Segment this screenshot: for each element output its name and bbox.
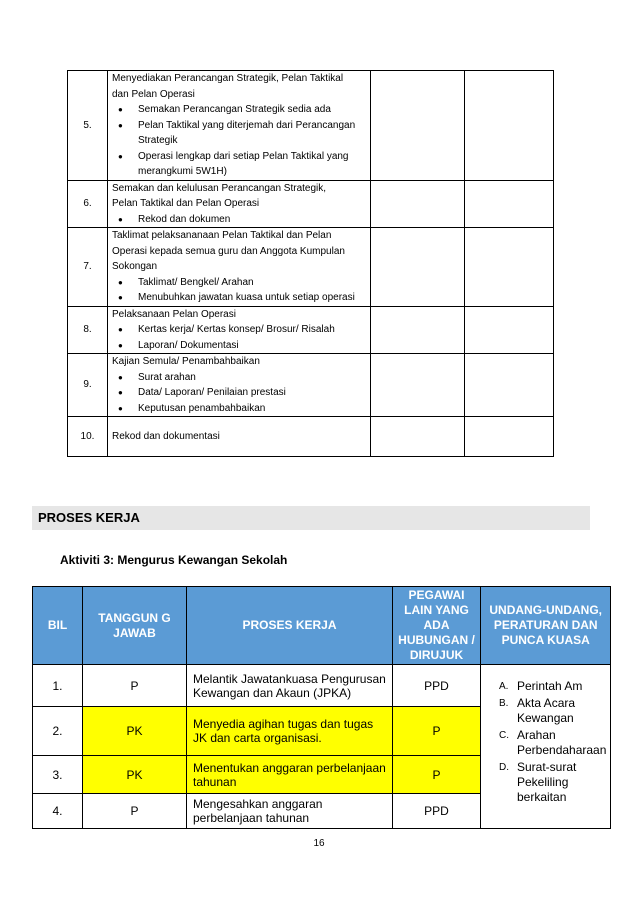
row-description [108, 180, 371, 228]
empty-cell [465, 180, 554, 228]
header-row [33, 587, 611, 665]
row-number: 10. [68, 417, 108, 457]
section-header [32, 506, 590, 530]
empty-cell [465, 417, 554, 457]
reference-cell [481, 665, 611, 829]
table-row [68, 180, 554, 228]
list-item: ● Kertas kerja/ Kertas konsep/ Brosur/ Risalah [112, 322, 370, 338]
description-line: dan Pelan Operasi [112, 88, 195, 100]
header-bil: BIL [33, 587, 83, 665]
description-line: Operasi kepada semua guru dan Anggota Kumpulan [112, 245, 345, 257]
bil-cell: 4. [33, 794, 83, 829]
bil-cell: 1. [33, 665, 83, 707]
list-item: ● Data/ Laporan/ Penilaian prestasi [112, 385, 370, 401]
list-item: ● Laporan/ Dokumentasi [112, 338, 370, 354]
description-line: Menyediakan Perancangan Strategik, Pelan Taktikal [112, 73, 344, 84]
empty-cell [371, 306, 465, 354]
responsibility-cell: P [83, 794, 187, 829]
description-line: Rekod dan dokumentasi [112, 430, 220, 442]
process-cell: Menentukan anggaran perbelanjaan tahunan [187, 756, 393, 794]
process-cell: Menyedia agihan tugas dan tugas JK dan carta organisasi. [187, 707, 393, 756]
row-number: 9. [68, 354, 108, 417]
description-line: Pelaksanaan Pelan Operasi [112, 308, 236, 320]
officer-cell: PPD [393, 665, 481, 707]
responsibility-cell: P [83, 665, 187, 707]
description-line: Semakan dan kelulusan Perancangan Strategik, [112, 182, 327, 194]
bullet-list [112, 212, 370, 228]
row-number: 8. [68, 306, 108, 354]
list-item: ● Rekod dan dokumen [112, 212, 370, 228]
empty-cell [465, 71, 554, 181]
list-item: ● Keputusan penambahbaikan [112, 401, 370, 417]
empty-cell [465, 354, 554, 417]
header-undang-undang: UNDANG-UNDANG, PERATURAN DAN PUNCA KUASA [481, 587, 611, 665]
responsibility-cell: PK [83, 707, 187, 756]
empty-cell [371, 228, 465, 307]
officer-cell: P [393, 707, 481, 756]
description-line: Kajian Semula/ Penambahbaikan [112, 356, 260, 367]
bullet-list [112, 102, 370, 180]
bullet-list [112, 370, 370, 417]
finance-process-table [32, 586, 611, 829]
responsibility-cell: PK [83, 756, 187, 794]
row-description [108, 306, 371, 354]
bullet-list [112, 322, 370, 353]
process-cell: Mengesahkan anggaran perbelanjaan tahunan [187, 794, 393, 829]
list-item: ● Pelan Taktikal yang diterjemah dari Perancangan Strategik [112, 118, 370, 149]
strategic-planning-table [67, 70, 554, 457]
bil-cell: 2. [33, 707, 83, 756]
row-number: 6. [68, 180, 108, 228]
table-row [68, 306, 554, 354]
list-letter: C. [499, 730, 509, 741]
bil-cell: 3. [33, 756, 83, 794]
activity-title: Aktiviti 3: Mengurus Kewangan Sekolah [60, 553, 288, 567]
header-pegawai: PEGAWAI LAIN YANG ADA HUBUNGAN / DIRUJUK [393, 587, 481, 665]
list-text: Surat-surat Pekeliling berkaitan [517, 760, 577, 804]
table-row [68, 417, 554, 457]
list-item [499, 696, 606, 726]
row-description [108, 354, 371, 417]
officer-cell: PPD [393, 794, 481, 829]
bullet-list [112, 275, 370, 306]
list-item: ● Operasi lengkap dari setiap Pelan Taktikal yang merangkumi 5W1H) [112, 149, 370, 180]
row-description [108, 417, 371, 457]
list-letter: B. [499, 698, 509, 709]
officer-cell: P [393, 756, 481, 794]
description-line: Pelan Taktikal dan Pelan Operasi [112, 198, 260, 209]
table-row [33, 665, 611, 707]
row-description [108, 71, 371, 181]
empty-cell [371, 71, 465, 181]
table-row [68, 71, 554, 181]
list-text: Arahan Perbendaharaan [517, 728, 607, 757]
description-line: Taklimat pelaksananaan Pelan Taktikal dan Pelan [112, 230, 332, 241]
list-item: ● Menubuhkan jawatan kuasa untuk setiap operasi [112, 290, 370, 306]
list-item: ● Surat arahan [112, 370, 370, 386]
list-item [499, 728, 606, 758]
process-cell: Melantik Jawatankuasa Pengurusan Kewangan dan Akaun (JPKA) [187, 665, 393, 707]
header-proses-kerja: PROSES KERJA [187, 587, 393, 665]
list-item: ● Taklimat/ Bengkel/ Arahan [112, 275, 370, 291]
empty-cell [371, 180, 465, 228]
table-row [68, 228, 554, 307]
row-number: 5. [68, 71, 108, 181]
empty-cell [465, 306, 554, 354]
list-letter: D. [499, 762, 509, 773]
list-item: ● Semakan Perancangan Strategik sedia ada [112, 102, 370, 118]
list-item [499, 679, 606, 694]
row-description [108, 228, 371, 307]
empty-cell [371, 417, 465, 457]
page-number: 16 [313, 838, 325, 849]
row-number: 7. [68, 228, 108, 307]
section-title: PROSES KERJA [38, 510, 140, 525]
list-text: Akta Acara Kewangan [517, 696, 576, 725]
table-row [68, 354, 554, 417]
header-tanggung-jawab: TANGGUN G JAWAB [83, 587, 187, 665]
description-line: Sokongan [112, 261, 158, 272]
empty-cell [371, 354, 465, 417]
empty-cell [465, 228, 554, 307]
list-item [499, 760, 606, 805]
reference-list [499, 679, 606, 805]
list-text: Perintah Am [517, 679, 583, 693]
list-letter: A. [499, 681, 509, 692]
